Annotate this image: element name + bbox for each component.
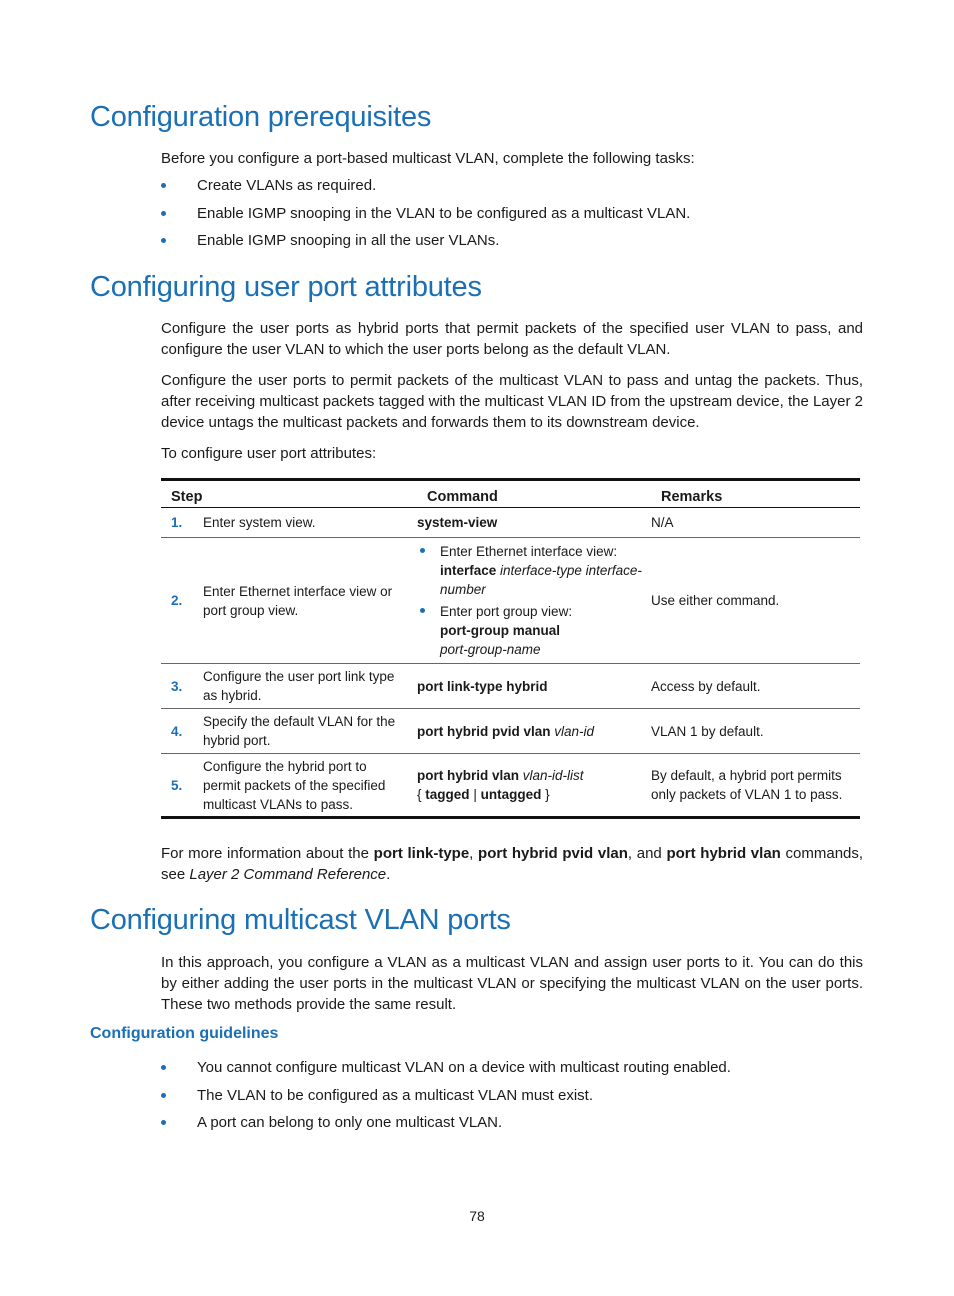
list-item: You cannot configure multicast VLAN on a device with multicast routing enabled. (161, 1058, 863, 1086)
bullet-icon (161, 183, 166, 188)
user-port-command-table (161, 478, 860, 819)
step-description: Enter Ethernet interface view or port group view. (203, 538, 417, 664)
command-option-ethernet: Enter Ethernet interface view: interface interface-type interface-number (417, 542, 651, 599)
table-header-row (161, 480, 860, 508)
user-port-para-2: Configure the user ports to permit packets of the multicast VLAN to pass and untag the packets. Thus, after receiving multicast packets tagged with the multicast VLAN ID from the upstream device, the Layer 2 device untags the multicast packets and forwards them to its downstream device. (161, 372, 863, 431)
remarks-cell: N/A (651, 515, 674, 530)
remarks-cell: By default, a hybrid port permits only packets of VLAN 1 to pass. (651, 754, 860, 818)
table-row (161, 538, 860, 664)
heading-configuration-prerequisites: Configuration prerequisites (90, 101, 432, 133)
command-cell: port hybrid pvid vlan vlan-id (417, 709, 651, 754)
list-item: Create VLANs as required. (161, 176, 863, 204)
bullet-icon (161, 238, 166, 243)
heading-configuration-guidelines: Configuration guidelines (90, 1025, 279, 1042)
command-cell (417, 538, 651, 664)
step-description: Enter system view. (203, 515, 316, 530)
column-header-command: Command (417, 480, 651, 508)
list-item: Enable IGMP snooping in the VLAN to be configured as a multicast VLAN. (161, 204, 863, 232)
table-row (161, 709, 860, 754)
command-cell: system-view (417, 515, 498, 530)
step-number: 2. (161, 538, 203, 664)
step-description: Specify the default VLAN for the hybrid port. (203, 709, 417, 754)
step-description: Configure the user port link type as hybrid. (203, 664, 417, 709)
list-item: The VLAN to be configured as a multicast VLAN must exist. (161, 1086, 863, 1114)
step-description: Configure the hybrid port to permit packets of the specified multicast VLANs to pass. (203, 754, 417, 818)
remarks-cell: Access by default. (651, 664, 860, 709)
bullet-icon (161, 1065, 166, 1070)
page-number: 78 (469, 1208, 485, 1224)
step-number: 1. (171, 515, 183, 530)
command-option-port-group: Enter port group view: port-group manual port-group-name (417, 602, 651, 659)
remarks-cell: Use either command. (651, 538, 860, 664)
prereq-bullet-list (161, 176, 863, 259)
user-port-para-1: Configure the user ports as hybrid ports that permit packets of the specified user VLAN to pass, and configure the user VLAN to which the user ports belong as the default VLAN. (161, 320, 863, 358)
more-info-paragraph: For more information about the port link-type, port hybrid pvid vlan, and port hybrid vlan commands, see Layer 2 Command Reference. (161, 845, 864, 883)
table-row (161, 664, 860, 709)
mvlan-ports-paragraph: In this approach, you configure a VLAN as a multicast VLAN and assign user ports to it. You can do this by either adding the user ports in the multicast VLAN or specifying the multicast VLAN on the user ports. These two methods provide the same result. (161, 954, 863, 1013)
bullet-icon (161, 1093, 166, 1098)
heading-configuring-multicast-vlan-ports: Configuring multicast VLAN ports (90, 904, 511, 936)
step-number: 4. (161, 709, 203, 754)
table-row (161, 508, 860, 538)
bullet-icon (420, 608, 425, 613)
heading-configuring-user-port-attributes: Configuring user port attributes (90, 271, 482, 303)
remarks-cell: VLAN 1 by default. (651, 709, 860, 754)
bullet-icon (161, 211, 166, 216)
guidelines-bullet-list (161, 1058, 863, 1141)
column-header-remarks: Remarks (651, 480, 860, 508)
list-item: A port can belong to only one multicast VLAN. (161, 1113, 863, 1141)
table-row (161, 754, 860, 818)
prereq-intro: Before you configure a port-based multicast VLAN, complete the following tasks: (161, 150, 695, 167)
command-cell: port hybrid vlan vlan-id-list { tagged | untagged } (417, 754, 651, 818)
list-item: Enable IGMP snooping in all the user VLANs. (161, 231, 863, 259)
step-number: 5. (161, 754, 203, 818)
command-cell: port link-type hybrid (417, 664, 651, 709)
bullet-icon (420, 548, 425, 553)
bullet-icon (161, 1120, 166, 1125)
step-number: 3. (161, 664, 203, 709)
column-header-step: Step (161, 480, 417, 508)
user-port-para-3: To configure user port attributes: (161, 445, 377, 462)
